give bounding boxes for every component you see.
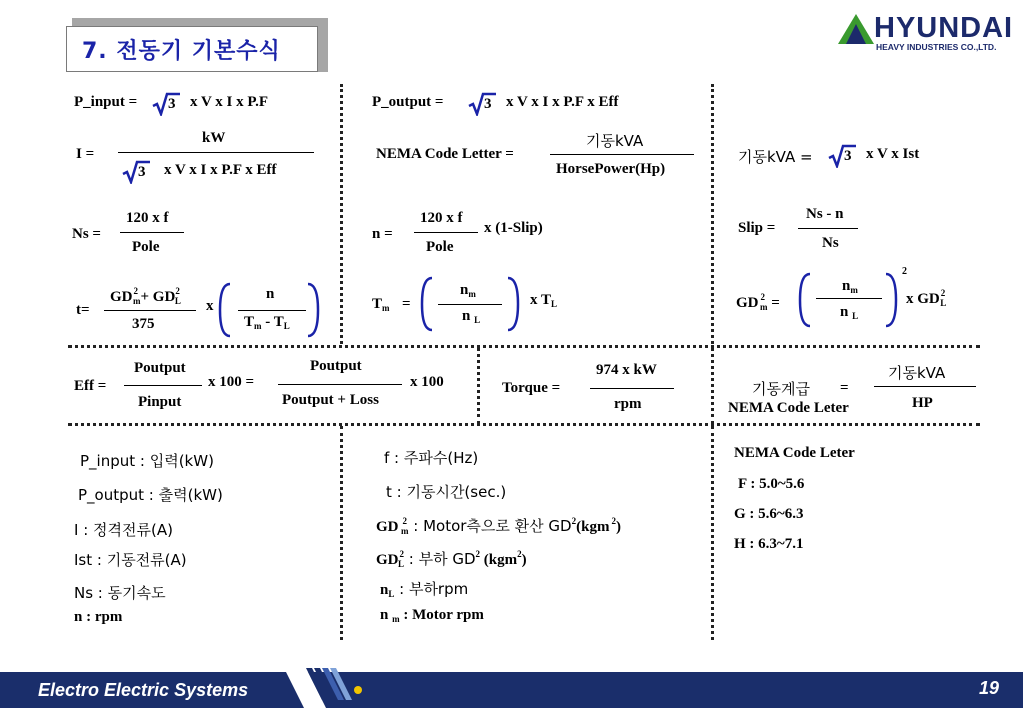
def-nema-h: H : 6.3~7.1	[734, 536, 804, 552]
fraction-bar	[550, 154, 694, 155]
def-nl: $n_L$ : 부하rpm	[380, 580, 469, 599]
def-nema-f: F : 5.0~5.6	[738, 476, 805, 492]
fraction-bar	[124, 385, 202, 386]
n-rhs: x (1-Slip)	[484, 220, 543, 236]
slip-denominator: Ns	[822, 235, 839, 251]
def-nema-g: G : 5.6~6.3	[734, 506, 804, 522]
hyundai-logo	[838, 14, 1018, 58]
divider-v2	[711, 84, 714, 344]
t-inner-denominator: $T_m - T_L$	[244, 314, 290, 331]
def-p-input: P_input : 입력(kW)	[80, 452, 214, 470]
start-kva-rhs: x V x Ist	[866, 146, 920, 162]
slip-lhs: Slip =	[738, 220, 776, 236]
gdm-power: 2	[902, 266, 907, 277]
right-paren-icon	[306, 282, 320, 338]
divider-v4	[711, 347, 714, 425]
tm-denominator: n $_L$	[462, 308, 481, 325]
fraction-bar	[120, 232, 184, 233]
logo-subtitle: HEAVY INDUSTRIES CO.,LTD.	[876, 42, 997, 52]
eff-numerator-2: Poutput	[310, 358, 362, 374]
gdm-rhs: x $GD^2_L$	[906, 288, 947, 308]
t-denominator: 375	[132, 316, 155, 332]
left-paren-icon	[798, 272, 812, 328]
def-current: I : 정격전류(A)	[74, 521, 173, 539]
nema-numerator: 기동kVA	[586, 132, 644, 150]
right-paren-icon	[506, 276, 520, 332]
tm-equals: =	[402, 296, 411, 312]
def-start-time: t : 기동시간(sec.)	[386, 483, 507, 501]
footer-title: Electro Electric Systems	[38, 680, 249, 700]
start-kva-radicand: 3	[844, 148, 852, 164]
eff-numerator-1: Poutput	[134, 360, 186, 376]
sqrt-icon	[152, 92, 180, 116]
def-gdl: $GD^2_L$ : 부하 $GD^2$ (kgm$^2$)	[376, 549, 527, 569]
p-output-radicand: 3	[484, 96, 492, 112]
tm-rhs: x $T_L$	[530, 292, 557, 309]
def-rpm: n : rpm	[74, 609, 123, 625]
grade-lhs: 기동계급	[752, 380, 810, 398]
divider-v6	[711, 426, 714, 640]
t-inner-numerator: n	[266, 286, 275, 302]
gdm-lhs: GD $^2_m$ =	[736, 292, 780, 312]
logo-brand: HYUNDAI	[874, 12, 1014, 44]
divider-h1	[68, 345, 980, 348]
fraction-bar	[816, 298, 882, 299]
sqrt-icon	[828, 144, 856, 168]
def-nm: n $_m$ : Motor rpm	[380, 607, 484, 624]
footer-stripes-icon	[282, 664, 372, 708]
fraction-bar	[278, 384, 402, 385]
eff-middle: x 100 =	[208, 374, 255, 390]
n-denominator: Pole	[426, 239, 454, 255]
tm-numerator: $n_m$	[460, 282, 476, 299]
torque-denominator: rpm	[614, 396, 642, 412]
gdm-denominator: n $_L$	[840, 304, 859, 321]
fraction-bar	[874, 386, 976, 387]
nema-denominator: HorsePower(Hp)	[556, 161, 666, 177]
p-input-radicand: 3	[168, 96, 176, 112]
current-denominator: x V x I x P.F x Eff	[164, 162, 277, 178]
grade-numerator: 기동kVA	[888, 364, 946, 382]
def-gdm: GD $^2_m$ : Motor측으로 환산 $GD^2(kgm$ $^2$)	[376, 516, 621, 536]
def-p-output: P_output : 출력(kW)	[78, 486, 223, 504]
p-output-lhs: P_output =	[372, 94, 444, 110]
eff-lhs: Eff =	[74, 378, 107, 394]
def-start-current: Ist : 기동전류(A)	[74, 551, 187, 569]
left-paren-icon	[420, 276, 434, 332]
def-nema-title: NEMA Code Leter	[734, 445, 855, 461]
right-paren-icon	[884, 272, 898, 328]
n-numerator: 120 x f	[420, 210, 463, 226]
def-frequency: f : 주파수(Hz)	[384, 449, 479, 467]
start-kva-lhs: 기동kVA =	[738, 148, 813, 166]
logo-triangle-icon	[838, 14, 874, 44]
n-lhs: n =	[372, 226, 393, 242]
ns-lhs: Ns =	[72, 226, 101, 242]
page-number: 19	[978, 678, 999, 698]
fraction-bar	[414, 232, 478, 233]
sqrt-icon	[468, 92, 496, 116]
torque-numerator: 974 x kW	[596, 362, 657, 378]
slip-numerator: Ns - n	[806, 206, 844, 222]
eff-denominator-1: Pinput	[138, 394, 182, 410]
page-title: 7. 전동기 기본수식	[82, 39, 281, 64]
current-lhs: I =	[76, 146, 95, 162]
tm-lhs: $T_m$	[372, 296, 390, 313]
grade-lhs-2: NEMA Code Leter	[728, 400, 849, 416]
def-sync-speed: Ns : 동기속도	[74, 584, 166, 602]
fraction-bar	[798, 228, 858, 229]
nema-lhs: NEMA Code Letter =	[376, 146, 514, 162]
current-radicand: 3	[138, 164, 146, 180]
ns-numerator: 120 x f	[126, 210, 169, 226]
p-output-rhs: x V x I x P.F x Eff	[506, 94, 619, 110]
grade-equals: =	[840, 380, 849, 396]
fraction-bar	[238, 310, 306, 311]
divider-h2	[68, 423, 980, 426]
divider-v5	[340, 426, 343, 640]
torque-lhs: Torque =	[502, 380, 561, 396]
sqrt-icon	[122, 160, 150, 184]
fraction-bar	[104, 310, 196, 311]
divider-v3	[477, 347, 480, 425]
t-times: x	[206, 298, 214, 314]
eff-tail: x 100	[410, 374, 444, 390]
ns-denominator: Pole	[132, 239, 160, 255]
t-numerator: $GD^2_m+ GD^2_L$	[110, 286, 181, 306]
eff-denominator-2: Poutput + Loss	[282, 392, 379, 408]
p-input-rhs: x V x I x P.F	[190, 94, 269, 110]
fraction-bar	[118, 152, 314, 153]
fraction-bar	[590, 388, 674, 389]
p-input-lhs: P_input =	[74, 94, 138, 110]
left-paren-icon	[218, 282, 232, 338]
gdm-numerator: $n_m$	[842, 278, 858, 295]
current-numerator: kW	[202, 130, 226, 146]
grade-denominator: HP	[912, 395, 933, 411]
t-lhs: t=	[76, 302, 90, 318]
fraction-bar	[438, 304, 502, 305]
divider-v1	[340, 84, 343, 344]
